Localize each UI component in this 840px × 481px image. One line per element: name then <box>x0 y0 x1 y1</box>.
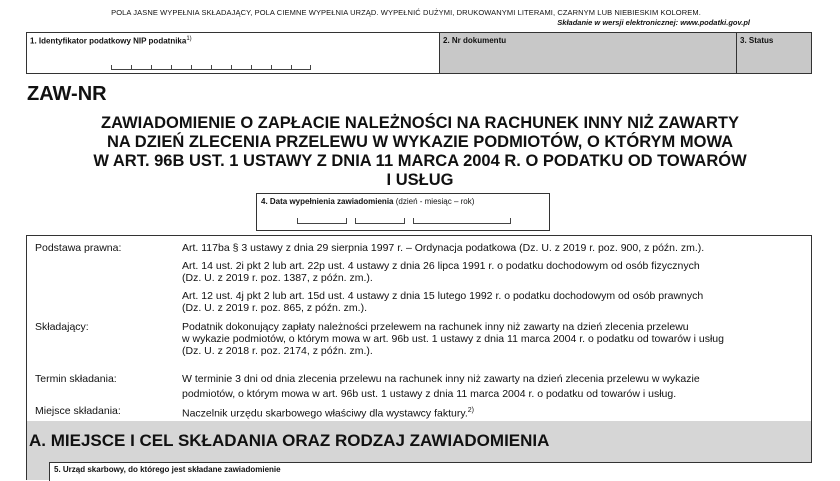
status-field <box>737 33 811 73</box>
nip-label: 1. Identyfikator podatkowy NIP podatnika <box>30 36 187 46</box>
status-label: 3. Status <box>740 36 774 45</box>
section-a <box>26 421 812 480</box>
deadline-key: Termin składania: <box>35 373 117 385</box>
filer-line-2: w wykazie podmiotów, o którym mowa w art. 96b ust. 1 ustawy z dnia 11 marca 2004 r. o podatku od towarów i usług <box>182 333 724 345</box>
legal-info-box <box>26 235 812 422</box>
legal-basis-3b: (Dz. U. z 2019 r. poz. 865, z późn. zm.). <box>182 302 367 314</box>
deadline-line-2: podmiotów, o którym mowa w art. 96b ust. 1 ustawy z dnia 11 marca 2004 r. o podatku od towarów i usług. <box>182 388 677 400</box>
deadline-line-1: W terminie 3 dni od dnia zlecenia przelewu na rachunek inny niż zawarty na dzień zlecenia przelewu w wykazie <box>182 373 700 385</box>
legal-basis-2a: Art. 14 ust. 2i pkt 2 lub art. 22p ust. 4 ustawy z dnia 26 lipca 1991 r. o podatku dochodowym od osób fizycznych <box>182 260 700 272</box>
title-line: ZAWIADOMIENIE O ZAPŁACIE NALEŻNOŚCI NA RACHUNEK INNY NIŻ ZAWARTY <box>100 114 739 132</box>
filer-line-1: Podatnik dokonujący zapłaty należności przelewem na rachunek inny niż zawarty na dzień zlecenia przelewu <box>182 321 689 333</box>
nip-digit-ticks <box>111 63 311 70</box>
legal-basis-2b: (Dz. U. z 2019 r. poz. 1387, z późn. zm.). <box>182 272 373 284</box>
fill-date-label: 4. Data wypełnienia zawiadomienia <box>261 197 394 206</box>
fill-date-hint: (dzień - miesiąc – rok) <box>395 197 475 206</box>
place-footnote: 2) <box>467 407 474 414</box>
tax-office-field[interactable] <box>49 462 812 481</box>
legal-basis-1: Art. 117ba § 3 ustawy z dnia 29 sierpnia 1997 r. – Ordynacja podatkowa (Dz. U. z 2019 r. poz. 900, z późn. zm.). <box>182 242 705 254</box>
form-instructions: POLA JASNE WYPEŁNIA SKŁADAJĄCY, POLA CIEMNE WYPEŁNIA URZĄD. WYPEŁNIĆ DUŻYMI, DRUKOWANYMI LITERAMI, CZARNYM LUB NIEBIESKIM KOLOREM. <box>111 8 701 17</box>
title-line: W ART. 96B UST. 1 USTAWY Z DNIA 11 MARCA 2004 R. O PODATKU OD TOWARÓW <box>93 152 747 170</box>
nip-field[interactable] <box>27 33 440 73</box>
fill-date-field[interactable] <box>256 193 550 231</box>
section-a-title: A. MIEJSCE I CEL SKŁADANIA ORAZ RODZAJ ZAWIADOMIENIA <box>29 431 550 450</box>
title-line: NA DZIEŃ ZLECENIA PRZELEWU W WYKAZIE PODMIOTÓW, O KTÓRYM MOWA <box>106 133 734 151</box>
tax-office-label: 5. Urząd skarbowy, do którego jest składane zawiadomienie <box>54 465 281 474</box>
electronic-filing-note: Składanie w wersji elektronicznej: www.podatki.gov.pl <box>557 18 750 27</box>
title-line: I USŁUG <box>386 171 454 189</box>
place-key: Miejsce składania: <box>35 405 121 417</box>
filer-key: Składający: <box>35 321 89 333</box>
form-title <box>40 114 800 190</box>
place-value: Naczelnik urzędu skarbowego właściwy dla wystawcy faktury. <box>182 407 468 420</box>
top-fields-row <box>26 32 812 74</box>
form-code: ZAW-NR <box>27 83 107 105</box>
document-number-label: 2. Nr dokumentu <box>443 36 507 45</box>
legal-basis-key: Podstawa prawna: <box>35 242 122 254</box>
nip-footnote: 1) <box>186 36 192 42</box>
document-number-field <box>440 33 737 73</box>
legal-basis-3a: Art. 12 ust. 4j pkt 2 lub art. 15d ust. 4 ustawy z dnia 15 lutego 1992 r. o podatku dochodowym od osób prawnych <box>182 290 704 302</box>
filer-line-3: (Dz. U. z 2018 r. poz. 2174, z późn. zm.). <box>182 345 373 357</box>
